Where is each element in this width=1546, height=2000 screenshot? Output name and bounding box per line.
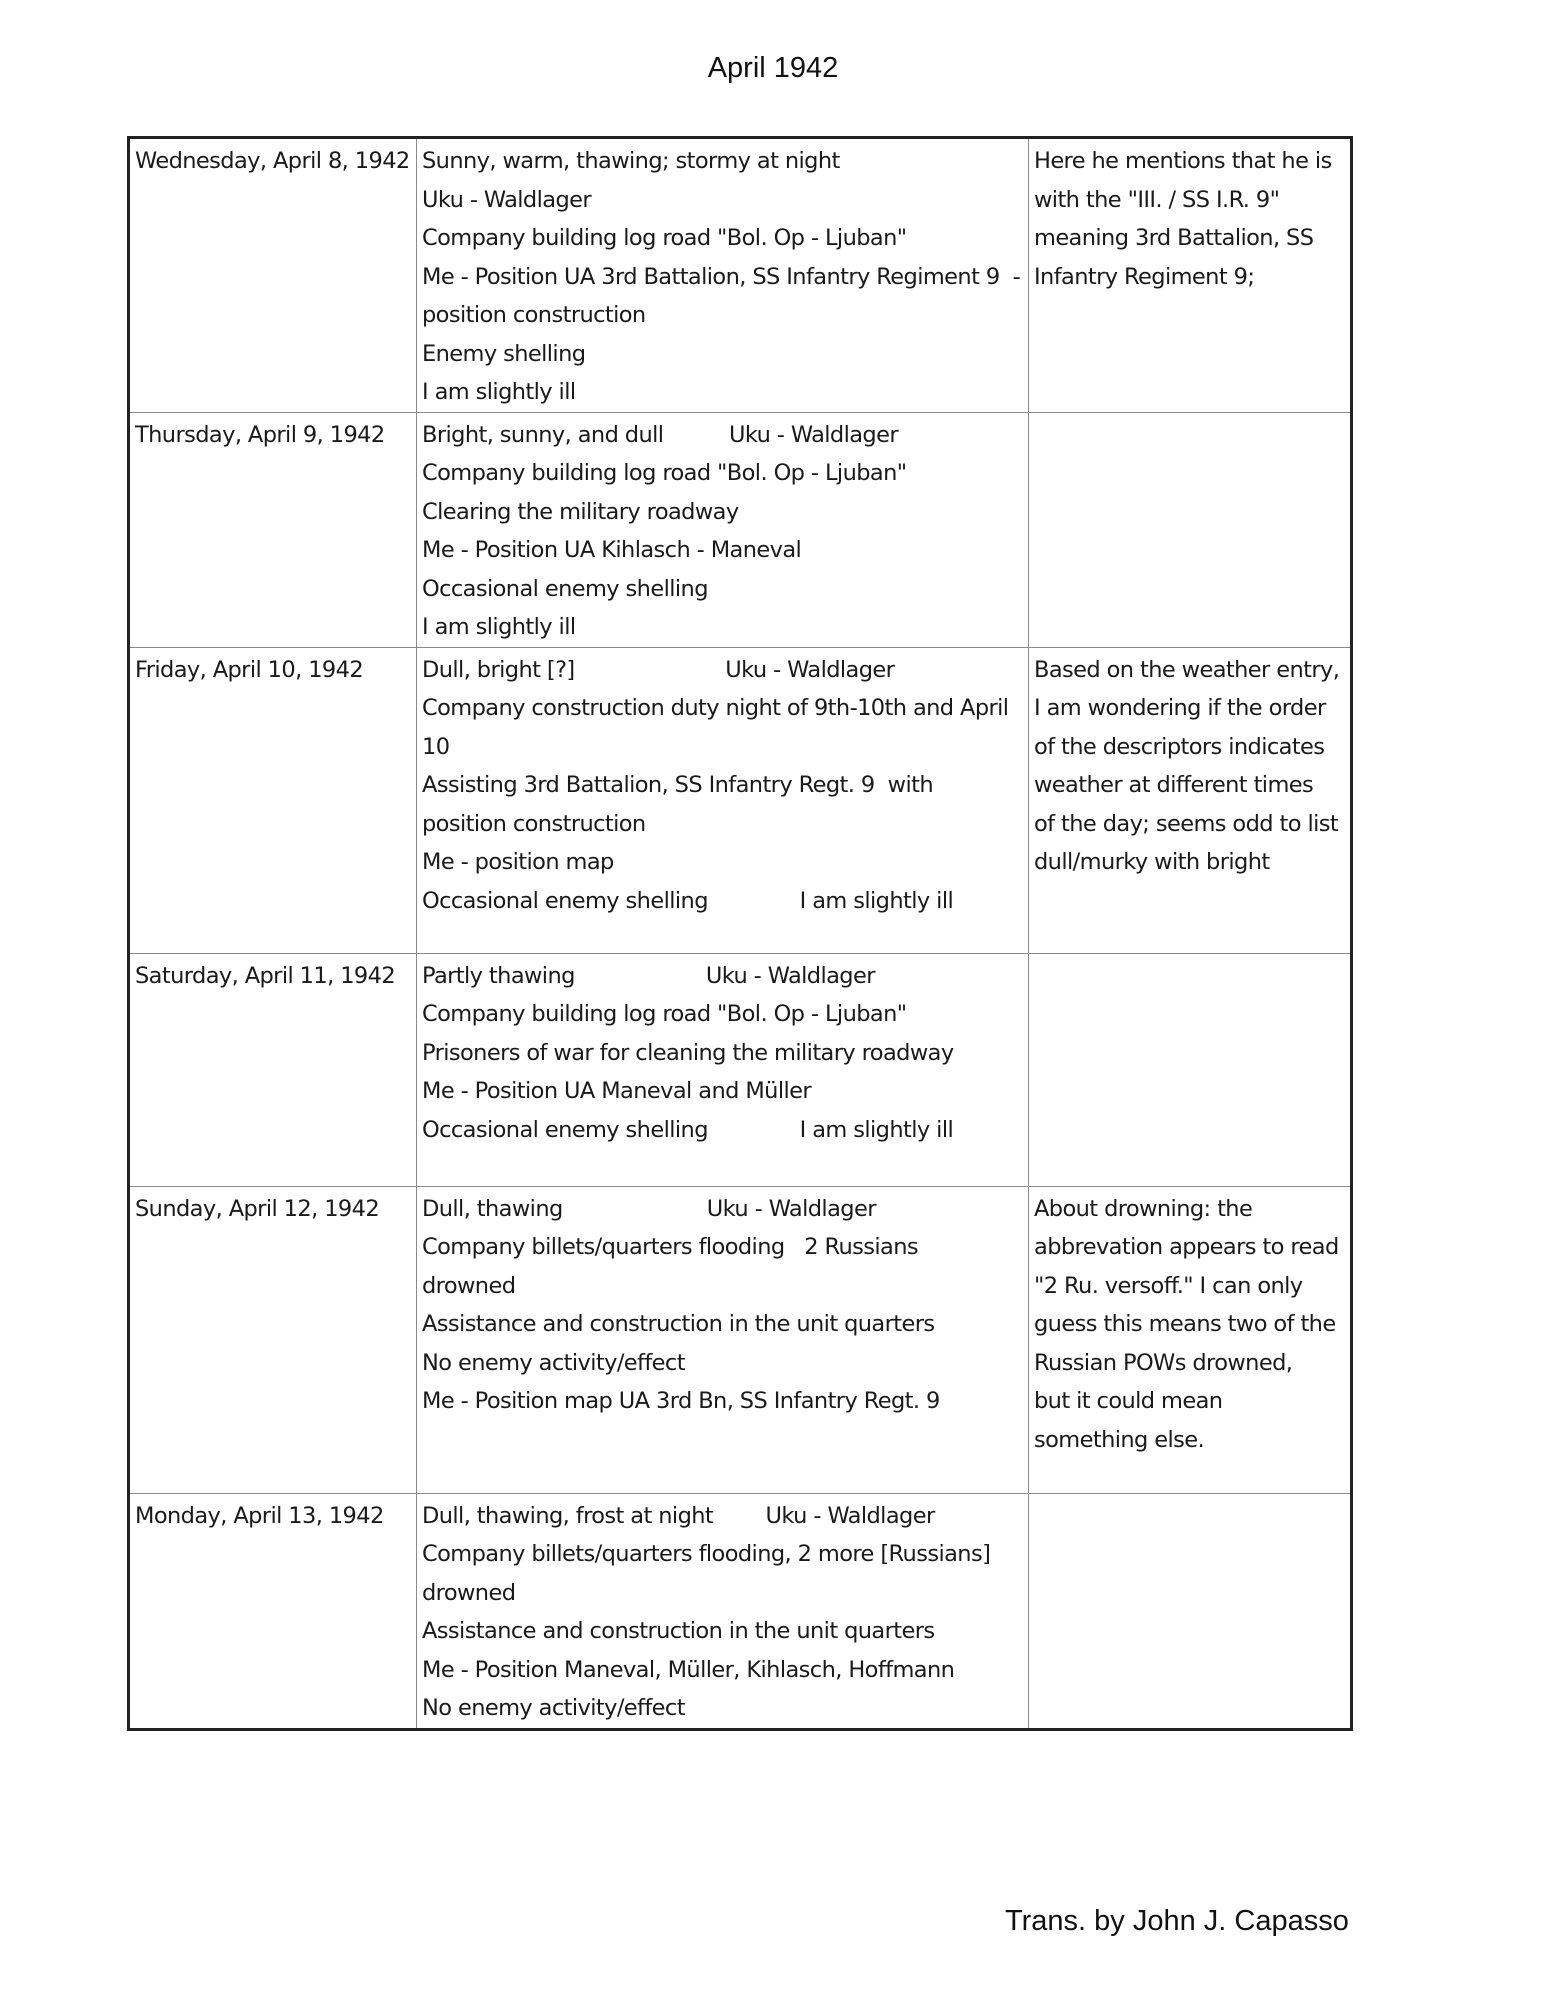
note-line: of the descriptors indicates	[1034, 733, 1325, 760]
date-cell: Friday, April 10, 1942	[129, 647, 417, 953]
translator-note-cell	[1029, 1493, 1352, 1729]
translator-note-cell	[1029, 1186, 1352, 1493]
note-line: something else.	[1034, 1426, 1205, 1453]
entry-line: Assistance and construction in the unit quarters	[422, 1618, 935, 1644]
translator-credit: Trans. by John J. Capasso	[1005, 1905, 1349, 1937]
entry-line: Dull, thawing, frost at night Uku - Waldlager	[422, 1502, 935, 1529]
entry-line: Assistance and construction in the unit quarters	[422, 1311, 935, 1337]
entry-line: Assisting 3rd Battalion, SS Infantry Regt. 9 with	[422, 772, 934, 798]
entry-line: Occasional enemy shelling I am slightly ill	[422, 887, 954, 914]
entry-cell	[417, 1186, 1029, 1493]
entry-line: Dull, thawing Uku - Waldlager	[422, 1195, 876, 1222]
note-line: of the day; seems odd to list	[1034, 810, 1339, 837]
note-line: weather at different times	[1034, 772, 1314, 798]
entry-line: position construction	[422, 302, 646, 328]
note-line: Based on the weather entry,	[1034, 656, 1340, 683]
translator-note-cell	[1029, 138, 1352, 413]
entry-line: Company construction duty night of 9th-10th and April	[422, 695, 1009, 721]
entry-line: Me - Position map UA 3rd Bn, SS Infantry Regt. 9	[422, 1388, 940, 1414]
diary-row	[129, 412, 1352, 647]
entry-line: Occasional enemy shelling I am slightly ill	[422, 1116, 954, 1143]
entry-line: Company building log road "Bol. Op - Ljuban"	[422, 225, 907, 251]
entry-line: Company billets/quarters flooding 2 Russians	[422, 1234, 919, 1260]
entry-line: Me - Position UA Kihlasch - Maneval	[422, 537, 802, 563]
diary-row	[129, 1186, 1352, 1493]
note-line: Here he mentions that he is	[1034, 148, 1332, 174]
date-cell: Wednesday, April 8, 1942	[129, 138, 417, 413]
entry-line: Bright, sunny, and dull Uku - Waldlager	[422, 421, 899, 448]
note-line: Russian POWs drowned,	[1034, 1349, 1293, 1376]
entry-line: position construction	[422, 810, 646, 837]
entry-line: Company building log road "Bol. Op - Ljuban"	[422, 460, 907, 486]
entry-line: Me - Position Maneval, Müller, Kihlasch, Hoffmann	[422, 1656, 955, 1683]
entry-line: Me - position map	[422, 849, 614, 875]
entry-cell	[417, 412, 1029, 647]
entry-cell	[417, 138, 1029, 413]
entry-line: 10	[422, 733, 450, 760]
note-line: "2 Ru. versoff." I can only	[1034, 1272, 1303, 1299]
note-line: About drowning: the	[1034, 1195, 1253, 1222]
entry-line: Clearing the military roadway	[422, 498, 739, 525]
entry-line: I am slightly ill	[422, 614, 576, 640]
date-cell: Monday, April 13, 1942	[129, 1493, 417, 1729]
entry-line: drowned	[422, 1579, 516, 1606]
entry-line: Dull, bright [?] Uku - Waldlager	[422, 656, 895, 683]
entry-line: Partly thawing Uku - Waldlager	[422, 962, 875, 989]
note-line: abbrevation appears to read	[1034, 1234, 1339, 1260]
note-line: dull/murky with bright	[1034, 849, 1270, 875]
note-line: Infantry Regiment 9;	[1034, 263, 1255, 290]
note-line: meaning 3rd Battalion, SS	[1034, 225, 1314, 251]
date-cell: Thursday, April 9, 1942	[129, 412, 417, 647]
note-line: but it could mean	[1034, 1388, 1223, 1414]
diary-row	[129, 953, 1352, 1186]
translator-note-cell	[1029, 647, 1352, 953]
entry-line: I am slightly ill	[422, 379, 576, 405]
entry-cell	[417, 1493, 1029, 1729]
entry-cell	[417, 953, 1029, 1186]
entry-line: Uku - Waldlager	[422, 186, 592, 213]
entry-line: No enemy activity/effect	[422, 1695, 685, 1721]
entry-line: Enemy shelling	[422, 340, 586, 367]
translator-note-cell	[1029, 953, 1352, 1186]
entry-line: Sunny, warm, thawing; stormy at night	[422, 148, 840, 174]
diary-row	[129, 647, 1352, 953]
entry-line: Me - Position UA 3rd Battalion, SS Infantry Regiment 9 -	[422, 263, 1021, 290]
entry-line: Me - Position UA Maneval and Müller	[422, 1078, 812, 1104]
entry-cell	[417, 647, 1029, 953]
date-cell: Sunday, April 12, 1942	[129, 1186, 417, 1493]
note-line: guess this means two of the	[1034, 1311, 1336, 1337]
diary-table-body	[129, 138, 1352, 1730]
entry-line: No enemy activity/effect	[422, 1349, 685, 1376]
translator-note-cell	[1029, 412, 1352, 647]
diary-row	[129, 138, 1352, 413]
diary-row	[129, 1493, 1352, 1729]
date-cell: Saturday, April 11, 1942	[129, 953, 417, 1186]
diary-table	[127, 136, 1353, 1731]
note-line: with the "III. / SS I.R. 9"	[1034, 186, 1280, 213]
page-title: April 1942	[707, 52, 839, 84]
entry-line: Prisoners of war for cleaning the military roadway	[422, 1039, 954, 1066]
note-line: I am wondering if the order	[1034, 695, 1326, 721]
entry-line: Company billets/quarters flooding, 2 more [Russians]	[422, 1541, 991, 1567]
entry-line: Company building log road "Bol. Op - Ljuban"	[422, 1001, 907, 1027]
entry-line: drowned	[422, 1272, 516, 1299]
entry-line: Occasional enemy shelling	[422, 575, 708, 602]
